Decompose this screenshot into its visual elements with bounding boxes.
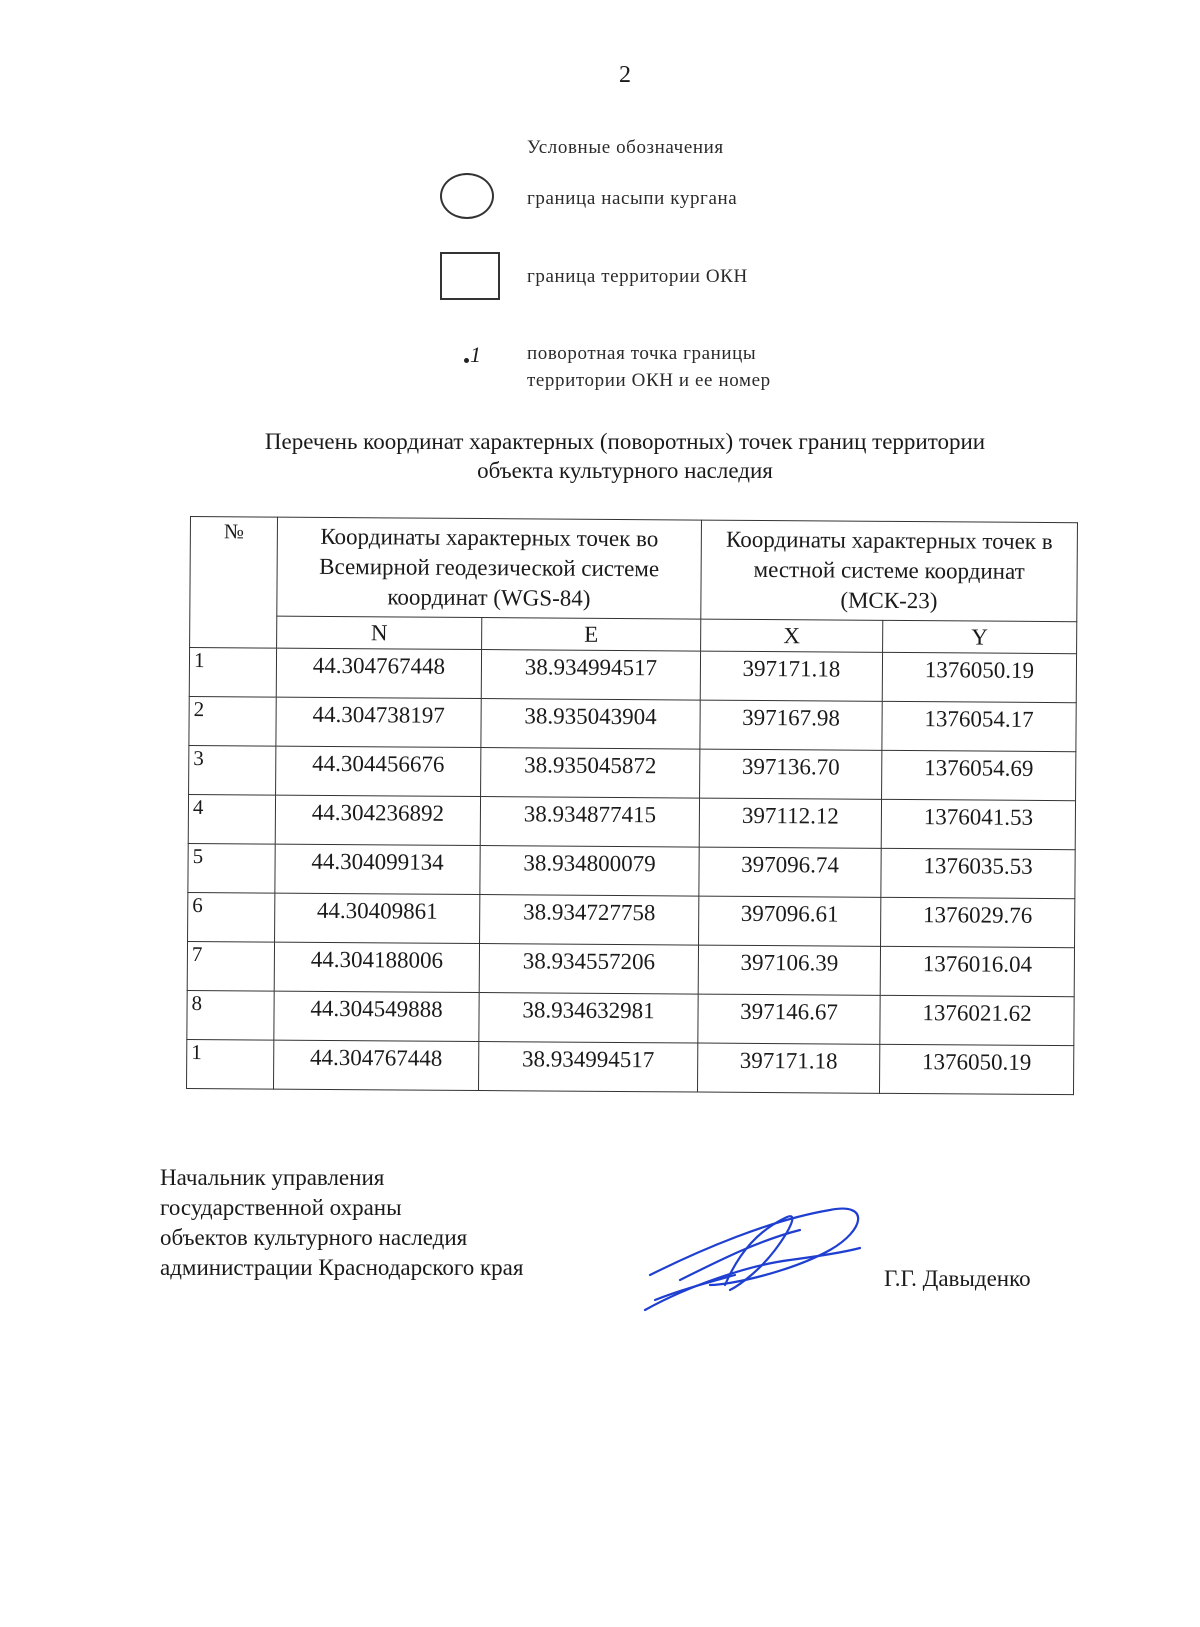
table-row xyxy=(187,941,1074,996)
table-header-row xyxy=(190,517,1078,622)
legend-label-line1: поворотная точка границы xyxy=(527,343,757,364)
cell-e: 38.934994517 xyxy=(481,650,700,701)
cell-number: 3 xyxy=(189,745,276,795)
cell-x: 397146.67 xyxy=(698,994,880,1044)
header-msk23: Координаты характерных точек в местной системе координат (МСК-23) xyxy=(701,520,1078,622)
cell-x: 397136.70 xyxy=(700,749,882,799)
signer-name: Г.Г. Давыденко xyxy=(884,1266,1031,1291)
cell-e: 38.934994517 xyxy=(478,1042,697,1093)
cell-e: 38.934800079 xyxy=(480,846,699,897)
cell-y: 1376016.04 xyxy=(880,946,1074,996)
legend-label-line2: территории ОКН и ее номер xyxy=(527,370,771,391)
cell-y: 1376029.76 xyxy=(881,897,1075,947)
header-wgs84: Координаты характерных точек во Всемирной геодезической системе координат (WGS-84) xyxy=(277,517,702,619)
cell-x: 397171.18 xyxy=(700,651,882,701)
cell-e: 38.934727758 xyxy=(480,895,699,946)
cell-number: 2 xyxy=(189,696,276,746)
list-title xyxy=(150,427,1100,485)
header-x: X xyxy=(701,619,883,652)
cell-n: 44.304738197 xyxy=(276,697,481,747)
legend-title: Условные обозначения xyxy=(527,137,724,158)
cell-x: 397096.74 xyxy=(699,847,881,897)
cell-n: 44.304456676 xyxy=(276,746,481,796)
cell-number: 8 xyxy=(187,990,274,1040)
cell-x: 397096.61 xyxy=(699,896,881,946)
cell-x: 397106.39 xyxy=(698,945,880,995)
cell-n: 44.304188006 xyxy=(274,942,479,992)
cell-n: 44.304549888 xyxy=(274,991,479,1041)
point-number: 1 xyxy=(470,342,481,367)
cell-n: 44.304767448 xyxy=(274,1040,479,1090)
cell-y: 1376054.69 xyxy=(882,750,1076,800)
position-line: Начальник управления xyxy=(160,1165,385,1190)
table-row xyxy=(187,1039,1074,1094)
table-row xyxy=(189,648,1076,703)
cell-number: 5 xyxy=(188,843,275,893)
point-icon xyxy=(464,342,481,368)
cell-n: 44.304099134 xyxy=(275,844,480,894)
coordinates-table xyxy=(186,516,1078,1095)
cell-e: 38.934877415 xyxy=(480,797,699,848)
position-line: государственной охраны xyxy=(160,1195,402,1220)
header-number: № xyxy=(190,517,278,649)
cell-number: 4 xyxy=(188,794,275,844)
cell-n: 44.304767448 xyxy=(276,648,481,698)
table-row xyxy=(188,794,1075,849)
list-title-line1: Перечень координат характерных (поворотных) точек границ территории xyxy=(264,429,986,454)
cell-e: 38.935043904 xyxy=(481,699,700,750)
header-y: Y xyxy=(883,620,1077,653)
legend-label: граница территории ОКН xyxy=(527,266,748,287)
cell-x: 397167.98 xyxy=(700,700,882,750)
square-icon xyxy=(440,252,500,300)
signer-position xyxy=(160,1163,523,1283)
cell-y: 1376041.53 xyxy=(881,799,1075,849)
table-row xyxy=(187,990,1074,1045)
cell-number: 6 xyxy=(188,892,275,942)
header-n: N xyxy=(277,616,482,649)
cell-number: 7 xyxy=(187,941,274,991)
legend-label: граница насыпи кургана xyxy=(527,188,738,209)
table-row xyxy=(189,745,1076,800)
cell-e: 38.934632981 xyxy=(479,993,698,1044)
position-line: администрации Краснодарского края xyxy=(160,1255,524,1280)
table-row xyxy=(189,696,1076,751)
header-e: E xyxy=(482,618,701,652)
cell-n: 44.304236892 xyxy=(275,795,480,845)
page-number: 2 xyxy=(619,62,631,88)
cell-y: 1376035.53 xyxy=(881,848,1075,898)
handwritten-signature xyxy=(640,1190,870,1320)
cell-y: 1376021.62 xyxy=(880,995,1074,1045)
cell-x: 397171.18 xyxy=(697,1043,879,1093)
table-row xyxy=(188,843,1075,898)
cell-y: 1376050.19 xyxy=(879,1044,1073,1094)
cell-y: 1376050.19 xyxy=(882,652,1076,702)
list-title-line2: объекта культурного наследия xyxy=(477,458,773,483)
cell-x: 397112.12 xyxy=(699,798,881,848)
cell-e: 38.934557206 xyxy=(479,944,698,995)
circle-icon xyxy=(440,173,494,219)
cell-y: 1376054.17 xyxy=(882,701,1076,751)
table-body xyxy=(187,648,1077,1095)
cell-n: 44.30409861 xyxy=(275,893,480,943)
table-row xyxy=(188,892,1075,947)
cell-number: 1 xyxy=(189,648,276,698)
cell-e: 38.935045872 xyxy=(481,748,700,799)
position-line: объектов культурного наследия xyxy=(160,1225,468,1250)
cell-number: 1 xyxy=(187,1039,274,1089)
